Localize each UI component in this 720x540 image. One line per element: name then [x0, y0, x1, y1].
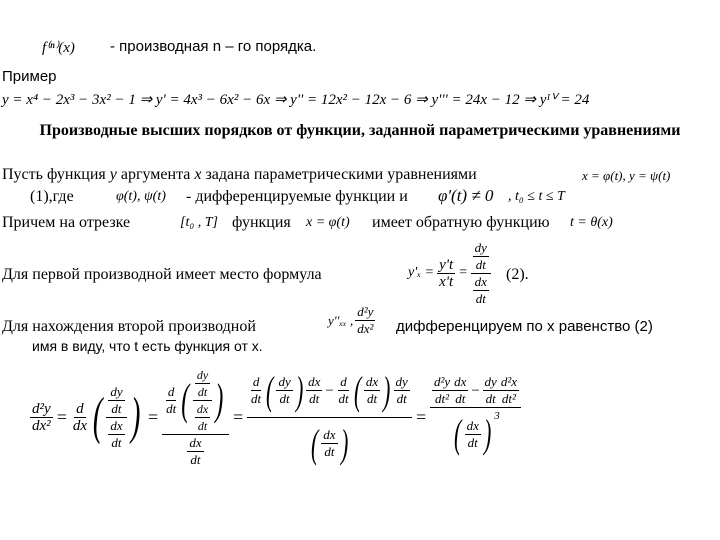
formula-2-label: (2).	[506, 266, 529, 283]
p1-text-a: Пусть функция	[2, 166, 106, 183]
bf-dt-1: dt	[111, 400, 122, 416]
bf-d: d	[76, 400, 84, 417]
frac-yt: y't	[439, 256, 454, 273]
parametric-equations: x = φ(t), y = ψ(t)	[582, 168, 671, 183]
p2-text-a: (1),где	[30, 188, 74, 205]
bf-final: $\frac{\text{d²y}}{\text{dt²}}$ $\frac{dx}{dt}$ − $\frac{dy}{dt}$ $\frac{\text{d²x}}{\text{dt²}}$ ( $\frac{dx}{dt}$ ) $^3$	[430, 374, 521, 460]
bf-dx-4: dx	[308, 374, 321, 389]
example-label: Пример	[2, 68, 57, 85]
p5-text-c: имя в виду, что t есть функция от x.	[32, 338, 263, 354]
bf-big-frac: $\frac{d}{dt}$ ( $\frac{\frac{dy}{dt}}{\frac{dx}{dt}}$ ) $\frac{dx}{dt}$	[162, 367, 229, 468]
bf-dt-13: dt	[324, 444, 335, 459]
bf-dx-1: dx	[110, 417, 123, 433]
p1-text-b: аргумента	[120, 166, 191, 183]
nth-derivative-definition: - производная n – го порядка.	[110, 38, 317, 55]
dx2-label: dx²	[357, 321, 374, 336]
p3-text-a: Причем на отрезке	[2, 214, 131, 231]
bf-dx-7: dx	[454, 374, 467, 389]
p3-text-c: имеет обратную функцию	[372, 214, 550, 231]
bf-paren-close-1: )	[130, 388, 141, 445]
bf-dt-12: dt	[396, 391, 407, 406]
bf-dy-1: dy	[110, 383, 123, 399]
bf-d2x: d²x	[500, 374, 517, 389]
bf-dt-7: dt	[251, 391, 262, 406]
bf-lhs-d2y-dx2	[30, 401, 53, 434]
p2-text-b: - дифференцируемые функции и	[186, 188, 408, 205]
dt-label-2: dt	[475, 290, 486, 306]
p5-text-a: Для нахождения второй производной	[2, 318, 256, 335]
bf-dt-3: dt	[166, 400, 177, 416]
frac-xt: x't	[439, 273, 454, 290]
bf-d2y: d²y	[32, 400, 51, 417]
bf-dy-2: dy	[196, 367, 209, 382]
nth-derivative-symbol: f⁽ⁿ⁾(x)	[42, 40, 75, 56]
bf-dx-3: dx	[189, 434, 202, 450]
bf-dt2-a: dt²	[435, 391, 450, 406]
bf-dx-6: dx	[323, 427, 336, 442]
frac-dxdt	[471, 274, 491, 307]
bf-dt-11: dt	[367, 391, 378, 406]
p5-text-b: дифференцируем по x равенство (2)	[396, 318, 653, 335]
bf-d-dx	[71, 401, 89, 434]
bf-inner-frac-1	[106, 384, 126, 451]
bf-dy-5: dy	[484, 374, 497, 389]
bf-dt-8: dt	[279, 391, 290, 406]
bf-dy-3: dy	[278, 374, 291, 389]
bf-d-4: d	[340, 374, 347, 389]
bf-dy-4: dy	[395, 374, 408, 389]
dt-label: dt	[475, 256, 486, 272]
p2-interval: , t₀ ≤ t ≤ T	[508, 189, 565, 204]
bf-eq-4: =	[414, 406, 427, 427]
p2-nonzero-condition: φ'(t) ≠ 0	[438, 186, 494, 205]
bf-dx-5: dx	[365, 374, 379, 389]
p3-function: x = φ(t)	[306, 215, 350, 230]
bf-dt-6: dt	[190, 451, 201, 467]
p3-inverse-function: t = θ(x)	[570, 215, 613, 230]
frac-dydt	[471, 240, 491, 274]
p1-text-c: задана параметрическими уравнениями	[205, 166, 477, 183]
bf-dt-15: dt	[485, 391, 496, 406]
bf-eq-3: =	[231, 406, 244, 427]
bf-dt-16: dt	[467, 434, 478, 450]
p1-var-y: y	[109, 166, 117, 183]
bf-dt-14: dt	[455, 391, 466, 406]
bf-d-2: d	[167, 383, 175, 399]
bf-d2y-2: d²y	[433, 374, 451, 389]
p3-text-b: функция	[232, 214, 291, 231]
section-heading: Производные высших порядков от функции, заданной параметрическими уравнениями	[39, 122, 681, 139]
paragraph-1	[2, 166, 477, 184]
bf-eq-1: =	[55, 406, 68, 427]
first-deriv-eq: =	[458, 265, 468, 280]
bf-dx: dx	[72, 417, 87, 434]
frac-dy-over-dx	[471, 240, 491, 307]
bf-quotient: $\frac{d}{dt}$ ( $\frac{dy}{dt}$ ) $\frac{dx}{dt}$ − $\frac{d}{dt}$ ( $\frac{dx}{dt}$ ) $\frac{dy}{dt}$ ( $\frac{dx}{dt}$ )	[247, 365, 412, 470]
frac-d2y-dx2	[355, 304, 375, 337]
bf-cube: 3	[494, 410, 500, 422]
p3-interval: [t₀ , T]	[180, 215, 218, 230]
p2-functions: φ(t), ψ(t)	[116, 189, 166, 204]
bf-eq-2: =	[146, 406, 160, 427]
first-derivative-formula	[408, 234, 491, 312]
p1-var-x: x	[194, 166, 202, 183]
bf-paren-open-1: (	[92, 388, 103, 445]
bf-dx-2: dx	[196, 401, 209, 416]
dy-label: dy	[474, 239, 487, 255]
first-deriv-lhs: y'ₓ =	[408, 265, 435, 280]
bf-dx-8: dx	[466, 417, 479, 433]
example-formula: y = x⁴ − 2x³ − 3x² − 1 ⇒ y' = 4x³ − 6x² − 6x ⇒ y'' = 12x² − 12x − 6 ⇒ y''' = 24x − 12 ⇒ yᴵⱽ = 24	[2, 92, 590, 108]
frac-yt-xt	[437, 257, 455, 290]
second-derivative-derivation	[30, 362, 521, 472]
bf-dt2-b: dt²	[501, 391, 516, 406]
d2y-label: d²y	[357, 304, 374, 319]
bf-dt-4: dt	[197, 384, 208, 399]
bf-dx2: dx²	[32, 417, 51, 434]
dx-label: dx	[474, 273, 487, 289]
bf-d-3: d	[252, 374, 260, 389]
second-derivative-notation	[328, 304, 375, 337]
second-deriv-yxx: y''ₓₓ ,	[328, 312, 354, 328]
p4-text: Для первой производной имеет место формула	[2, 266, 322, 283]
bf-dt-10: dt	[338, 391, 349, 406]
bf-dt-2: dt	[111, 434, 122, 450]
bf-dt-9: dt	[309, 391, 320, 406]
bf-dt-5: dt	[197, 418, 208, 433]
